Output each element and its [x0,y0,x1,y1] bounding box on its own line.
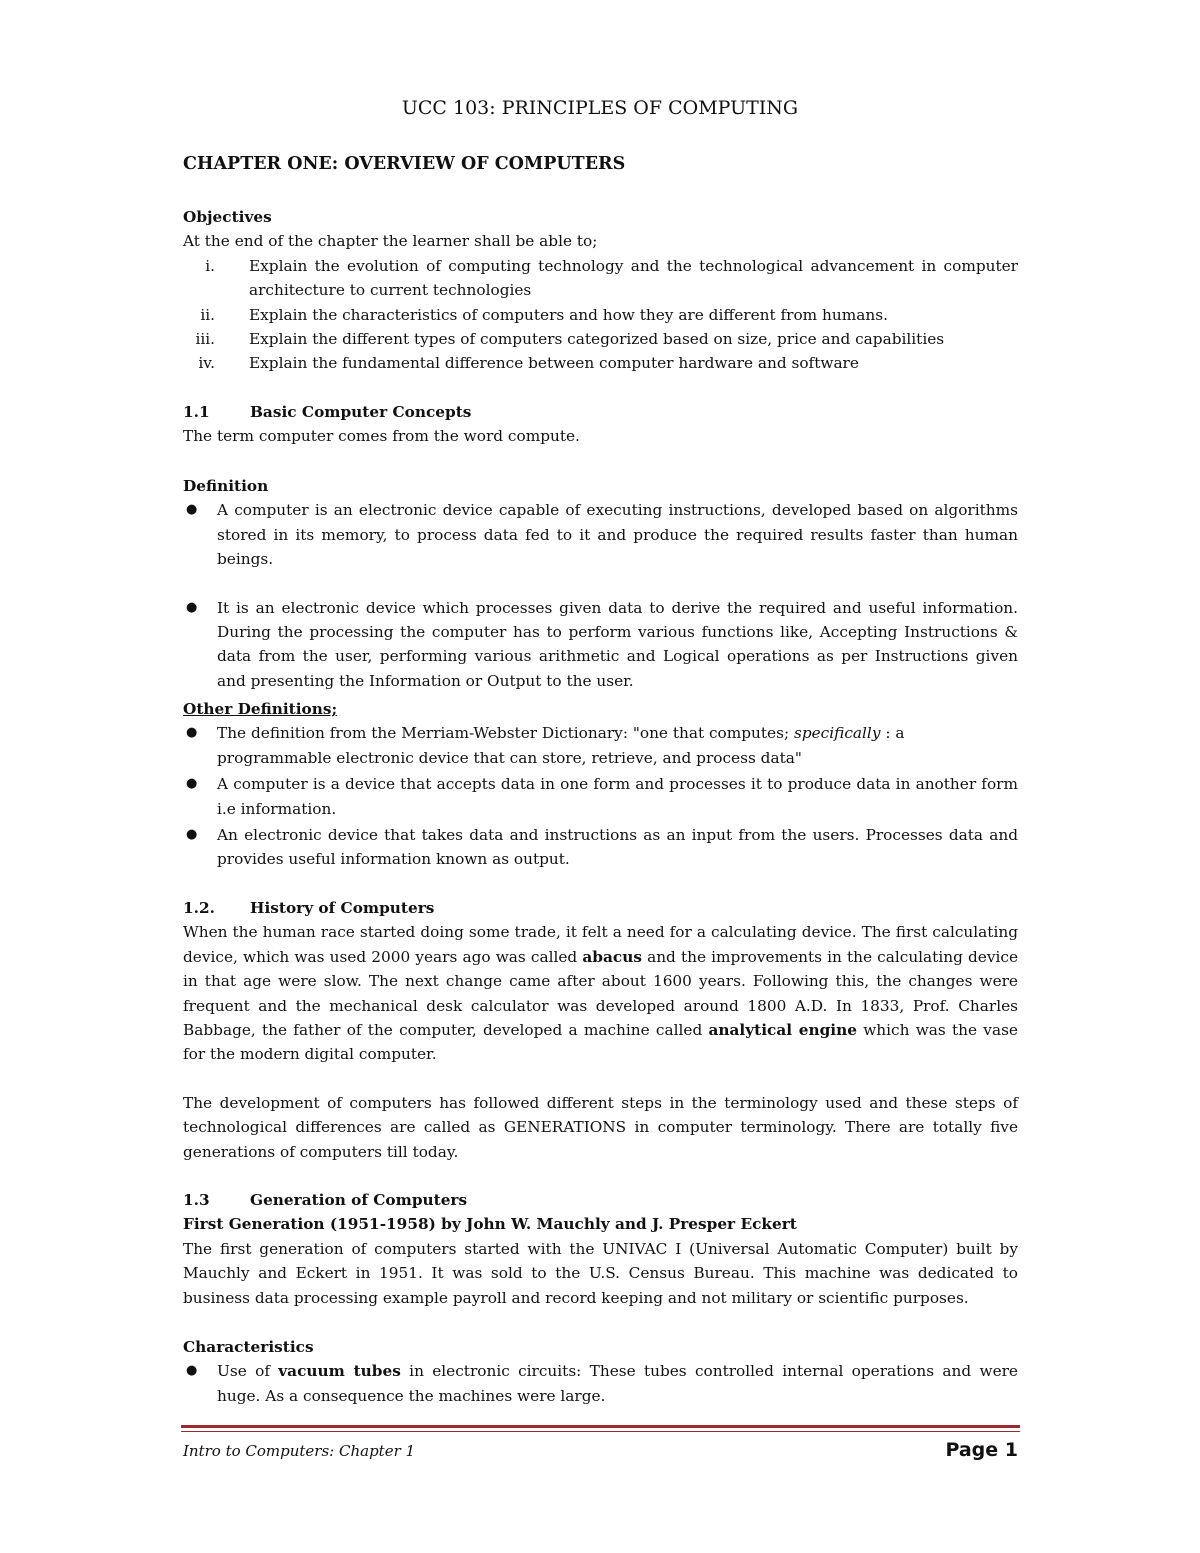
document-title: UCC 103: PRINCIPLES OF COMPUTING [401,97,799,119]
objective-number: iii. [195,330,215,349]
footer-page-number: Page 1 [945,1439,1018,1461]
objectives-intro: At the end of the chapter the learner shall be able to; [183,232,598,251]
definition-item [183,498,1018,571]
other-definition-item: ● An electronic device that takes data and instructions as an input from the users. Processes data and provides useful information known as output. [183,823,1018,872]
generation-paragraph: The first generation of computers started with the UNIVAC I (Universal Automatic Computer) built by Mauchly and Eckert in 1951. It was sold to the U.S. Census Bureau. This machine was dedicated to business data processing example payroll and record keeping and not military or scientific purposes. [183,1239,1018,1307]
history-paragraph: When the human race started doing some trade, it felt a need for a calculating device. The first calculating device, which was used 2000 years ago was called abacus and the improvements in the calculating device in that age were slow. The next change came after about 1600 years. Following this, the changes were frequent and the mechanical desk calculator was developed around 1800 A.D. In 1833, Prof. Charles Babbage, the father of the computer, developed a machine called analytical engine which was the vase for the modern digital computer. [183,923,1018,1064]
footer-rule [181,1431,1020,1432]
section-1-2 [183,896,1018,1164]
bullet-icon: ● [186,776,198,792]
objectives-list [183,254,1018,376]
objective-text: Explain the evolution of computing technology and the technological advancement in computer architecture to current technologies [249,256,1018,300]
definition-heading: Definition [183,477,269,495]
other-definition-item: ● The definition from the Merriam-Webster Dictionary: "one that computes; specifically : a programmable electronic device that can store, retrieve, and process data" [183,721,1018,770]
objectives-section [183,205,1018,376]
section-heading [183,1188,1018,1212]
chapter-heading: CHAPTER ONE: OVERVIEW OF COMPUTERS [183,154,626,174]
section-number: 1.1 [183,403,210,421]
objective-text: Explain the fundamental difference between computer hardware and software [249,354,859,373]
characteristics-list [183,1359,1018,1408]
objective-item [183,254,1018,303]
generation-subheading: First Generation (1951-1958) by John W. Mauchly and J. Presper Eckert [183,1215,797,1234]
section-heading [183,896,1018,920]
objectives-heading: Objectives [183,208,272,226]
definition-text: A computer is an electronic device capable of executing instructions, developed based on algorithms stored in its memory, to process data fed to it and produce the required results faster than human beings. [217,501,1018,569]
other-definitions-list [183,721,1018,871]
characteristics-section [183,1335,1018,1408]
characteristics-heading: Characteristics [183,1338,314,1356]
bullet-icon: ● [186,502,198,518]
objective-item [183,351,1018,375]
section-number: 1.2. [183,899,215,917]
footer-rule [181,1425,1020,1428]
section-1-1 [183,400,1018,449]
objective-number: i. [205,256,215,275]
section-title: Generation of Computers [250,1191,468,1209]
other-definitions-section [183,697,1018,872]
history-paragraph: The development of computers has followed different steps in the terminology used and these steps of technological differences are called as GENERATIONS in computer terminology. There are totally five generations of computers till today. [183,1093,1018,1161]
bullet-icon: ● [186,827,198,843]
objective-text: Explain the different types of computers categorized based on size, price and capabilities [249,330,945,349]
section-title: History of Computers [250,899,435,917]
characteristic-item: ● Use of vacuum tubes in electronic circuits: These tubes controlled internal operations and were huge. As a consequence the machines were large. [183,1359,1018,1408]
definition-text: It is an electronic device which processes given data to derive the required and useful information. During the processing the computer has to perform various functions like, Accepting Instructions & data from the user, performing various arithmetic and Logical operations as per Instructions given and presenting the Information or Output to the user. [217,598,1018,690]
definition-list [183,498,1018,693]
objective-item [183,303,1018,327]
section-1-3 [183,1188,1018,1310]
section-heading [183,400,1018,424]
definition-item [183,596,1018,694]
objective-item [183,327,1018,351]
section-text: The term computer comes from the word compute. [183,427,580,446]
bullet-icon: ● [186,725,198,741]
section-number: 1.3 [183,1191,210,1209]
other-definition-item: ● A computer is a device that accepts data in one form and processes it to produce data in another form i.e information. [183,772,1018,821]
footer-chapter-label: Intro to Computers: Chapter 1 [183,1442,416,1460]
objective-number: ii. [200,305,215,324]
objective-text: Explain the characteristics of computers and how they are different from humans. [249,305,888,324]
bullet-icon: ● [186,599,198,615]
bullet-icon: ● [186,1363,198,1379]
objective-number: iv. [198,354,215,373]
definition-section [183,474,1018,693]
other-definitions-heading: Other Definitions; [183,700,338,718]
section-title: Basic Computer Concepts [250,403,472,421]
